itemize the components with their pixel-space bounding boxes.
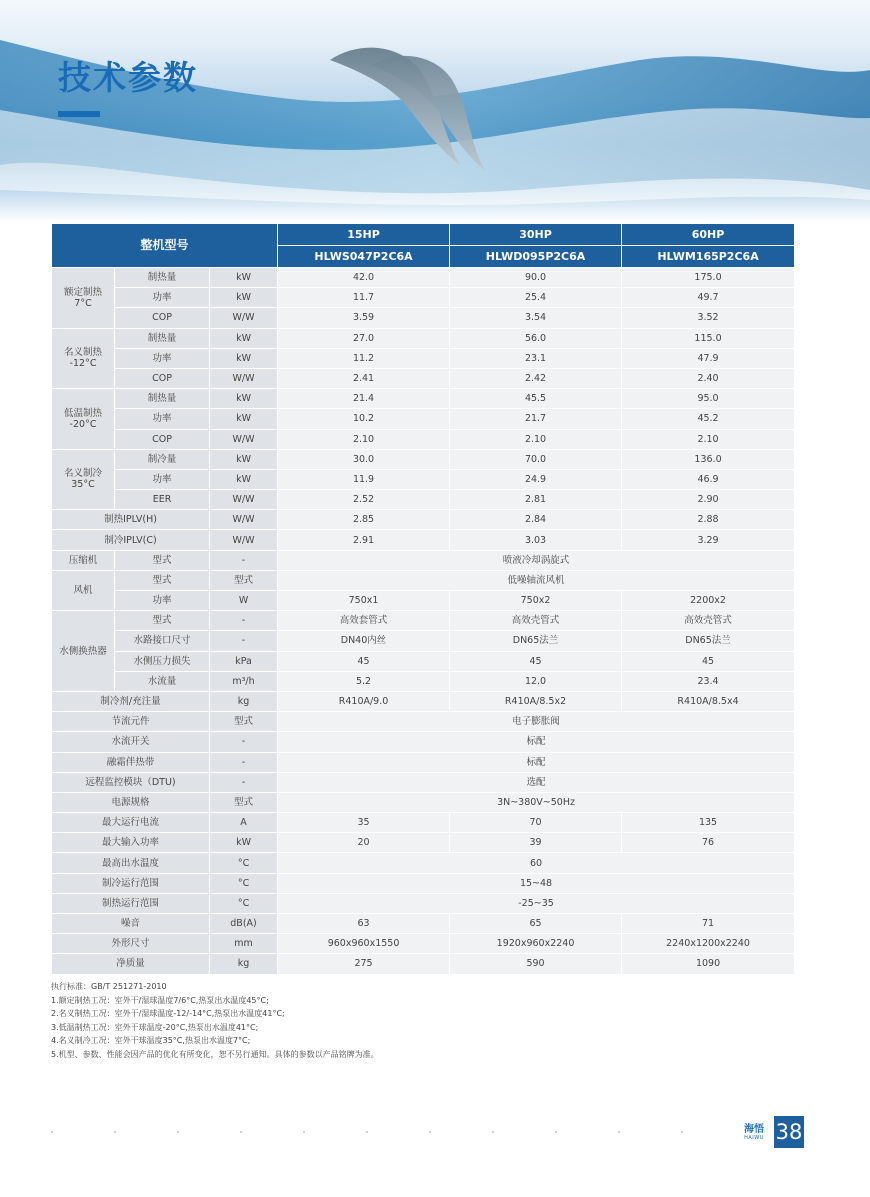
param-unit: - bbox=[210, 752, 278, 772]
param-unit: kW bbox=[210, 449, 278, 469]
param-unit: - bbox=[210, 631, 278, 651]
param-unit: - bbox=[210, 611, 278, 631]
param-unit: - bbox=[210, 772, 278, 792]
value-cell: 175.0 bbox=[622, 268, 795, 288]
value-cell: 46.9 bbox=[622, 469, 795, 489]
value-cell: 高效壳管式 bbox=[622, 611, 795, 631]
page-title: 技术参数 bbox=[58, 58, 198, 97]
param-name: 水流量 bbox=[115, 671, 210, 691]
param-name: COP bbox=[115, 429, 210, 449]
param-name: 净质量 bbox=[52, 954, 210, 974]
group-label: 名义制冷 35°C bbox=[52, 449, 115, 510]
value-cell: 21.7 bbox=[450, 409, 622, 429]
table-row bbox=[52, 490, 795, 510]
table-row bbox=[52, 570, 795, 590]
table-row bbox=[52, 772, 795, 792]
value-cell: 275 bbox=[278, 954, 450, 974]
value-cell: 45 bbox=[450, 651, 622, 671]
value-cell: DN65法兰 bbox=[622, 631, 795, 651]
value-cell: 49.7 bbox=[622, 288, 795, 308]
value-cell: 136.0 bbox=[622, 449, 795, 469]
param-name: 制热量 bbox=[115, 268, 210, 288]
value-cell: 高效壳管式 bbox=[450, 611, 622, 631]
value-cell: 750x1 bbox=[278, 591, 450, 611]
param-unit: - bbox=[210, 550, 278, 570]
param-name: 功率 bbox=[115, 348, 210, 368]
value-cell: 24.9 bbox=[450, 469, 622, 489]
value-cell: 3.54 bbox=[450, 308, 622, 328]
param-name: 电源规格 bbox=[52, 792, 210, 812]
table-row bbox=[52, 893, 795, 913]
table-row bbox=[52, 409, 795, 429]
title-underline bbox=[58, 111, 100, 117]
value-cell: 45.2 bbox=[622, 409, 795, 429]
param-unit: kg bbox=[210, 691, 278, 711]
header-model-label: 整机型号 bbox=[52, 224, 278, 268]
param-unit: kW bbox=[210, 389, 278, 409]
param-unit: kW bbox=[210, 833, 278, 853]
value-cell: 2.10 bbox=[622, 429, 795, 449]
param-unit: kW bbox=[210, 469, 278, 489]
table-row bbox=[52, 934, 795, 954]
table-row bbox=[52, 691, 795, 711]
value-cell: DN65法兰 bbox=[450, 631, 622, 651]
value-cell: 12.0 bbox=[450, 671, 622, 691]
note-line: 执行标准：GB/T 251271-2010 bbox=[51, 982, 167, 991]
value-cell: 2.85 bbox=[278, 510, 450, 530]
value-cell: 750x2 bbox=[450, 591, 622, 611]
value-cell: 3.03 bbox=[450, 530, 622, 550]
value-cell: 2.81 bbox=[450, 490, 622, 510]
table-row bbox=[52, 328, 795, 348]
table-row bbox=[52, 752, 795, 772]
param-unit: kPa bbox=[210, 651, 278, 671]
param-unit: W/W bbox=[210, 308, 278, 328]
value-cell: 11.7 bbox=[278, 288, 450, 308]
brand-logo bbox=[744, 1124, 764, 1141]
value-cell: 2.90 bbox=[622, 490, 795, 510]
value-cell: 25.4 bbox=[450, 288, 622, 308]
header-hp-1: 15HP bbox=[278, 224, 450, 246]
brand-name-en: HAIWU bbox=[744, 1135, 764, 1141]
value-cell: 60 bbox=[278, 853, 795, 873]
note-line: 3.低温制热工况：室外干球温度-20°C,热泵出水温度41°C; bbox=[51, 1022, 259, 1032]
value-cell: 30.0 bbox=[278, 449, 450, 469]
param-unit: W/W bbox=[210, 530, 278, 550]
value-cell: 39 bbox=[450, 833, 622, 853]
table-row bbox=[52, 732, 795, 752]
group-label: 压缩机 bbox=[52, 550, 115, 570]
param-name: 功率 bbox=[115, 591, 210, 611]
param-name: COP bbox=[115, 368, 210, 388]
table-row bbox=[52, 368, 795, 388]
table-row bbox=[52, 792, 795, 812]
group-label: 低温制热 -20°C bbox=[52, 389, 115, 450]
param-name: 功率 bbox=[115, 469, 210, 489]
ocean-dolphins-illustration bbox=[0, 0, 870, 222]
value-cell: 65 bbox=[450, 914, 622, 934]
value-cell: R410A/8.5x2 bbox=[450, 691, 622, 711]
param-name: 节流元件 bbox=[52, 712, 210, 732]
param-name: 型式 bbox=[115, 570, 210, 590]
spec-table bbox=[51, 223, 795, 975]
table-row bbox=[52, 651, 795, 671]
value-cell: 2.84 bbox=[450, 510, 622, 530]
param-name: 最高出水温度 bbox=[52, 853, 210, 873]
param-name: 水路接口尺寸 bbox=[115, 631, 210, 651]
param-unit: mm bbox=[210, 934, 278, 954]
param-name: 远程监控模块（DTU) bbox=[52, 772, 210, 792]
value-cell: 2240x1200x2240 bbox=[622, 934, 795, 954]
table-row bbox=[52, 429, 795, 449]
param-name: 制热量 bbox=[115, 328, 210, 348]
value-cell: 45.5 bbox=[450, 389, 622, 409]
value-cell: 电子膨胀阀 bbox=[278, 712, 795, 732]
header-row-hp bbox=[52, 224, 795, 246]
table-row bbox=[52, 954, 795, 974]
param-unit: 型式 bbox=[210, 712, 278, 732]
value-cell: 76 bbox=[622, 833, 795, 853]
value-cell: 10.2 bbox=[278, 409, 450, 429]
param-unit: m³/h bbox=[210, 671, 278, 691]
param-name: 水侧压力损失 bbox=[115, 651, 210, 671]
param-unit: dB(A) bbox=[210, 914, 278, 934]
value-cell: 11.2 bbox=[278, 348, 450, 368]
value-cell: 喷液冷却涡旋式 bbox=[278, 550, 795, 570]
header-model-2: HLWD095P2C6A bbox=[450, 246, 622, 268]
table-row bbox=[52, 530, 795, 550]
value-cell: 27.0 bbox=[278, 328, 450, 348]
group-label: 风机 bbox=[52, 570, 115, 610]
value-cell: 1090 bbox=[622, 954, 795, 974]
value-cell: 低噪轴流风机 bbox=[278, 570, 795, 590]
value-cell: 2.41 bbox=[278, 368, 450, 388]
value-cell: 960x960x1550 bbox=[278, 934, 450, 954]
value-cell: 23.1 bbox=[450, 348, 622, 368]
param-name: 功率 bbox=[115, 288, 210, 308]
table-row bbox=[52, 469, 795, 489]
value-cell: 42.0 bbox=[278, 268, 450, 288]
table-row bbox=[52, 591, 795, 611]
table-row bbox=[52, 288, 795, 308]
value-cell: 标配 bbox=[278, 732, 795, 752]
param-name: 外形尺寸 bbox=[52, 934, 210, 954]
value-cell: 3.29 bbox=[622, 530, 795, 550]
param-name: 制热量 bbox=[115, 389, 210, 409]
value-cell: 2.91 bbox=[278, 530, 450, 550]
brand-name-cn: 海悟 bbox=[744, 1124, 764, 1135]
table-row bbox=[52, 510, 795, 530]
value-cell: 45 bbox=[278, 651, 450, 671]
param-unit: - bbox=[210, 732, 278, 752]
value-cell: 135 bbox=[622, 813, 795, 833]
table-row bbox=[52, 813, 795, 833]
param-name: 制热运行范围 bbox=[52, 893, 210, 913]
value-cell: 2.52 bbox=[278, 490, 450, 510]
param-unit: W/W bbox=[210, 429, 278, 449]
value-cell: 47.9 bbox=[622, 348, 795, 368]
group-label: 名义制热 -12°C bbox=[52, 328, 115, 389]
value-cell: 35 bbox=[278, 813, 450, 833]
value-cell: 23.4 bbox=[622, 671, 795, 691]
header-model-3: HLWM165P2C6A bbox=[622, 246, 795, 268]
param-unit: W bbox=[210, 591, 278, 611]
param-unit: W/W bbox=[210, 510, 278, 530]
param-unit: W/W bbox=[210, 368, 278, 388]
param-unit: kW bbox=[210, 288, 278, 308]
param-unit: kg bbox=[210, 954, 278, 974]
note-line: 4.名义制冷工况：室外干球温度35°C,热泵出水温度7°C; bbox=[51, 1036, 251, 1045]
param-name: 制冷量 bbox=[115, 449, 210, 469]
value-cell: 63 bbox=[278, 914, 450, 934]
value-cell: 15~48 bbox=[278, 873, 795, 893]
value-cell: 5.2 bbox=[278, 671, 450, 691]
param-unit: 型式 bbox=[210, 570, 278, 590]
table-row bbox=[52, 671, 795, 691]
value-cell: 2.42 bbox=[450, 368, 622, 388]
table-row bbox=[52, 853, 795, 873]
table-row bbox=[52, 308, 795, 328]
table-row bbox=[52, 712, 795, 732]
param-unit: °C bbox=[210, 873, 278, 893]
table-row bbox=[52, 611, 795, 631]
table-row bbox=[52, 550, 795, 570]
value-cell: 3N~380V~50Hz bbox=[278, 792, 795, 812]
value-cell: 21.4 bbox=[278, 389, 450, 409]
param-unit: 型式 bbox=[210, 792, 278, 812]
param-name: 制冷IPLV(C) bbox=[52, 530, 210, 550]
param-name: 融霜伴热带 bbox=[52, 752, 210, 772]
param-name: 型式 bbox=[115, 550, 210, 570]
value-cell: 90.0 bbox=[450, 268, 622, 288]
value-cell: 56.0 bbox=[450, 328, 622, 348]
value-cell: 95.0 bbox=[622, 389, 795, 409]
value-cell: -25~35 bbox=[278, 893, 795, 913]
value-cell: DN40内丝 bbox=[278, 631, 450, 651]
param-name: COP bbox=[115, 308, 210, 328]
value-cell: 70 bbox=[450, 813, 622, 833]
note-line: 5.机型、参数、性能会因产品的优化有所变化，恕不另行通知。具体的参数以产品铭牌为准。 bbox=[51, 1049, 379, 1059]
table-row bbox=[52, 631, 795, 651]
header-hp-3: 60HP bbox=[622, 224, 795, 246]
param-name: 水流开关 bbox=[52, 732, 210, 752]
value-cell: 3.52 bbox=[622, 308, 795, 328]
param-unit: A bbox=[210, 813, 278, 833]
table-row bbox=[52, 873, 795, 893]
value-cell: 标配 bbox=[278, 752, 795, 772]
value-cell: 3.59 bbox=[278, 308, 450, 328]
param-name: 型式 bbox=[115, 611, 210, 631]
param-name: 最大运行电流 bbox=[52, 813, 210, 833]
value-cell: 11.9 bbox=[278, 469, 450, 489]
value-cell: 2.10 bbox=[278, 429, 450, 449]
value-cell: 115.0 bbox=[622, 328, 795, 348]
table-row bbox=[52, 389, 795, 409]
value-cell: 70.0 bbox=[450, 449, 622, 469]
group-label: 额定制热 7°C bbox=[52, 268, 115, 329]
param-unit: kW bbox=[210, 268, 278, 288]
header-model-1: HLWS047P2C6A bbox=[278, 246, 450, 268]
note-line: 1.额定制热工况：室外干/湿球温度7/6°C,热泵出水温度45°C; bbox=[51, 995, 269, 1005]
value-cell: 2.88 bbox=[622, 510, 795, 530]
page-number: 38 bbox=[774, 1116, 804, 1148]
value-cell: 高效套管式 bbox=[278, 611, 450, 631]
note-line: 2.名义制热工况：室外干/湿球温度-12/-14°C,热泵出水温度41°C; bbox=[51, 1009, 285, 1018]
notes bbox=[51, 980, 379, 1061]
param-unit: kW bbox=[210, 409, 278, 429]
group-label: 水侧换热器 bbox=[52, 611, 115, 692]
param-name: 噪音 bbox=[52, 914, 210, 934]
param-name: 制冷运行范围 bbox=[52, 873, 210, 893]
value-cell: 20 bbox=[278, 833, 450, 853]
param-unit: W/W bbox=[210, 490, 278, 510]
hero-ocean-image bbox=[0, 0, 870, 222]
spec-table-body bbox=[52, 268, 795, 975]
value-cell: 45 bbox=[622, 651, 795, 671]
param-name: 制热IPLV(H) bbox=[52, 510, 210, 530]
header-hp-2: 30HP bbox=[450, 224, 622, 246]
value-cell: R410A/8.5x4 bbox=[622, 691, 795, 711]
value-cell: 1920x960x2240 bbox=[450, 934, 622, 954]
param-name: 功率 bbox=[115, 409, 210, 429]
value-cell: R410A/9.0 bbox=[278, 691, 450, 711]
param-unit: kW bbox=[210, 328, 278, 348]
value-cell: 2.10 bbox=[450, 429, 622, 449]
table-row bbox=[52, 914, 795, 934]
param-name: 最大输入功率 bbox=[52, 833, 210, 853]
param-unit: °C bbox=[210, 893, 278, 913]
table-row bbox=[52, 833, 795, 853]
value-cell: 2.40 bbox=[622, 368, 795, 388]
value-cell: 590 bbox=[450, 954, 622, 974]
table-row bbox=[52, 268, 795, 288]
param-unit: °C bbox=[210, 853, 278, 873]
footer-dot-line bbox=[51, 1131, 731, 1133]
value-cell: 选配 bbox=[278, 772, 795, 792]
value-cell: 2200x2 bbox=[622, 591, 795, 611]
table-row bbox=[52, 449, 795, 469]
param-name: EER bbox=[115, 490, 210, 510]
table-row bbox=[52, 348, 795, 368]
value-cell: 71 bbox=[622, 914, 795, 934]
param-name: 制冷剂/充注量 bbox=[52, 691, 210, 711]
param-unit: kW bbox=[210, 348, 278, 368]
